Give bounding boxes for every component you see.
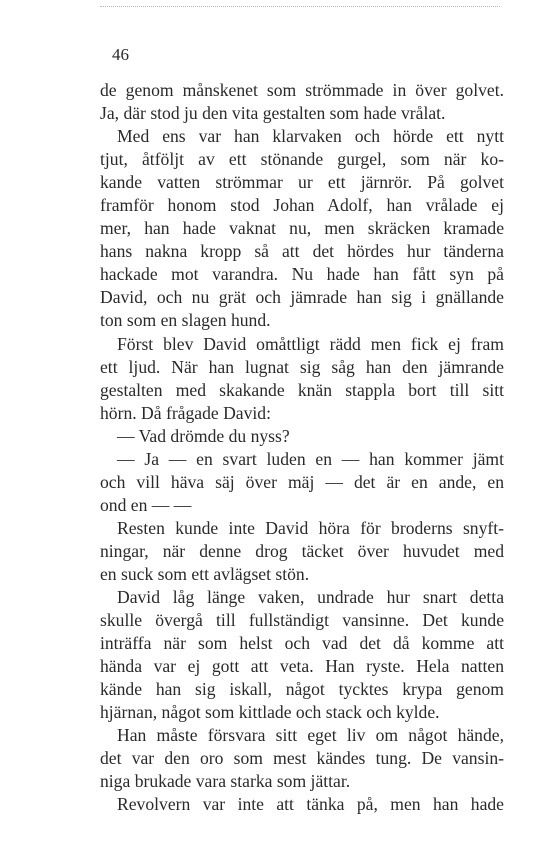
text-line: — Vad drömde du nyss? bbox=[117, 425, 290, 446]
text-line: skulle övergå till fullständigt vansinne. Det kunde bbox=[100, 610, 504, 631]
text-line: Med ens var han klarvaken och hörde ett nytt bbox=[117, 126, 504, 147]
page-number: 46 bbox=[112, 45, 129, 64]
text-line: ond en — — bbox=[100, 494, 192, 515]
text-line: en suck som ett avlägset stön. bbox=[100, 563, 310, 584]
text-line: Ja, där stod ju den vita gestalten som hade vrålat. bbox=[100, 103, 446, 124]
text-line: de genom månskenet som strömmade in över golvet. bbox=[100, 80, 504, 100]
text-line: Resten kunde inte David höra för broderns snyft- bbox=[117, 517, 504, 538]
text-line: niga brukade vara starka som jättar. bbox=[100, 771, 351, 792]
text-line: David låg länge vaken, undrade hur snart detta bbox=[117, 587, 504, 608]
text-line: David, och nu grät och jämrade han sig i gnällande bbox=[100, 287, 504, 308]
text-line: hörn. Då frågade David: bbox=[100, 402, 271, 423]
text-line: hans nakna kropp så att det hördes hur tänderna bbox=[100, 241, 504, 262]
text-line: gestalten med skakande knän stappla bort till sitt bbox=[100, 379, 504, 400]
text-line: kande vatten strömmar ur ett järnrör. På golvet bbox=[100, 172, 504, 193]
text-line: ett ljud. När han lugnat sig såg han den jämrande bbox=[100, 356, 504, 377]
text-line: ningar, när denne drog täcket över huvudet med bbox=[100, 540, 504, 561]
text-line: tjut, åtföljt av ett stönande gurgel, som när ko- bbox=[100, 149, 504, 170]
text-line: kände han sig iskall, något tycktes krypa genom bbox=[100, 679, 504, 700]
text-line: Först blev David omåttligt rädd men fick ej fram bbox=[117, 333, 504, 354]
text-line: mer, han hade vaknat nu, men skräcken kramade bbox=[100, 218, 504, 239]
text-line: ton som en slagen hund. bbox=[100, 310, 271, 331]
text-line: det var den oro som mest kändes tung. De vansin- bbox=[100, 748, 504, 769]
text-line: hända var ej gott att veta. Han ryste. Hela natten bbox=[100, 656, 504, 677]
text-line: hjärnan, något som kittlade och stack och kylde. bbox=[100, 702, 440, 723]
text-line: Han måste försvara sitt eget liv om något hände, bbox=[117, 725, 504, 746]
text-line: och vill häva säj över mäj — det är en ande, en bbox=[100, 471, 504, 492]
body-text bbox=[100, 79, 504, 817]
text-line: — Ja — en svart luden en — han kommer jämt bbox=[117, 448, 504, 469]
text-line: inträffa när som helst och vad det då komme att bbox=[100, 633, 504, 654]
text-line: Revolvern var inte att tänka på, men han hade bbox=[117, 794, 504, 815]
page-top-edge bbox=[100, 6, 500, 7]
text-line: framför honom stod Johan Adolf, han vrålade ej bbox=[100, 195, 504, 216]
text-line: hackade mot varandra. Nu hade han fått syn på bbox=[100, 264, 504, 285]
